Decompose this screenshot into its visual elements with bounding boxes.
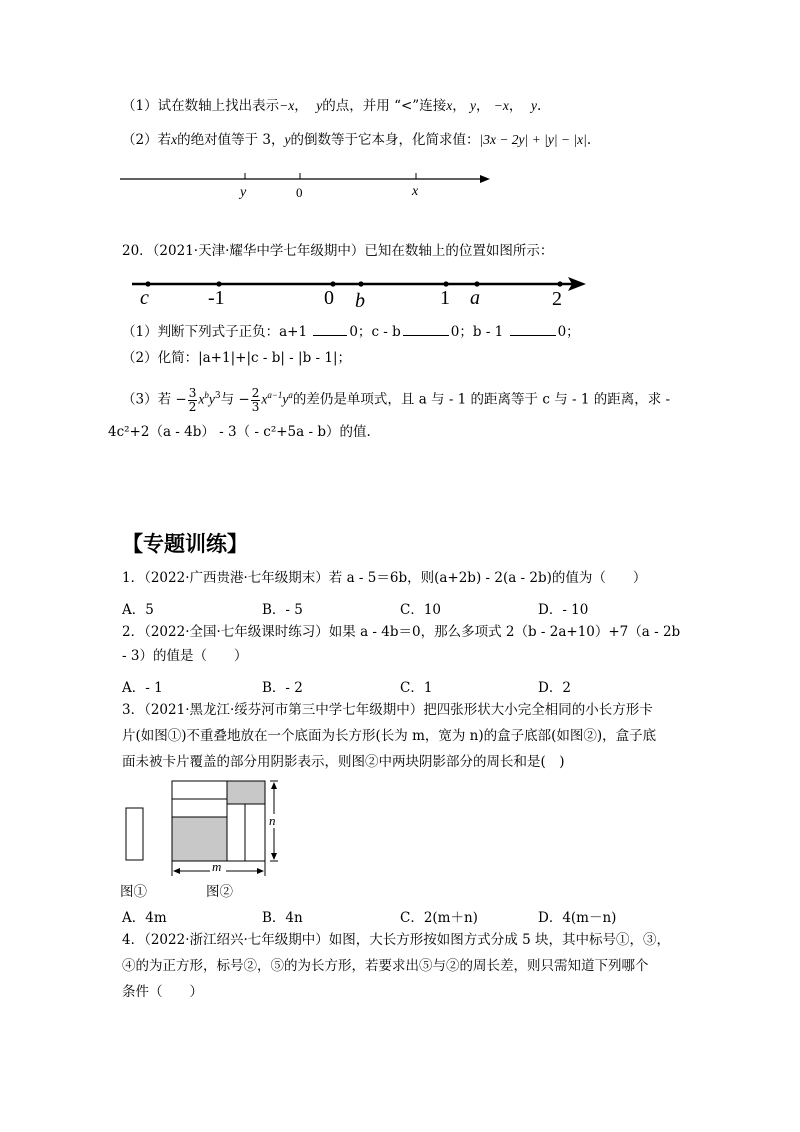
q20-term2-y: y xyxy=(282,391,289,407)
q19-negx: −x xyxy=(279,98,295,113)
p3-option-a[interactable]: A．4m xyxy=(122,910,167,926)
q20-sub1 xyxy=(122,322,580,342)
q19-axis-y: y xyxy=(240,185,247,200)
p3-fig1-card xyxy=(126,808,143,860)
q19-period2: . xyxy=(586,132,592,148)
q20-axis-c: c xyxy=(140,287,149,309)
p1-option-c[interactable]: C．10 xyxy=(400,602,442,618)
p1-stem: 1．（2022·广西贵港·七年级期末）若 a - 5＝6b，则(a+2b) - 2(a - 2b)的值为（ ） xyxy=(122,570,647,586)
q20-sub3-b: 与 − xyxy=(220,391,250,408)
q19-part1-text: （1）试在数轴上找出表示 xyxy=(122,98,280,114)
q19-axis-x: x xyxy=(412,184,419,199)
p2-option-b[interactable]: B．- 2 xyxy=(262,680,303,696)
p3-option-c[interactable]: C．2(m＋n) xyxy=(400,910,478,926)
q19-negx2: −x xyxy=(493,98,509,113)
p4-stem-line3: 条件（ ） xyxy=(122,984,203,1000)
q20-axis-one: 1 xyxy=(440,287,450,309)
q20-fraction-2-den: 3 xyxy=(251,399,260,414)
q20-term1-x: x xyxy=(198,391,205,407)
q20-sub3: （3）若 − $\frac{3}{2}$ $x^by^3$与 − $\frac{2}{3}$ $x^{a-1}y^a$的差仍是单项式，且 a 与 - 1 的距离等于 c 与 - 1 的距离，求 - xyxy=(122,385,671,414)
p3-stem-line2: 片(如图①)不重叠地放在一个底面为长方形(长为 m，宽为 n)的盒子底部(如图②)，盒子底 xyxy=(122,728,657,744)
q20-axis-a: a xyxy=(470,287,480,309)
p3-stem-line1: 3．（2021·黑龙江·绥芬河市第三中学七年级期中）把四张形状大小完全相同的小长方形卡 xyxy=(122,702,653,718)
p3-fig2-caption: 图② xyxy=(206,884,233,900)
q20-sub1-text: （1）判断下列式子正负： xyxy=(122,324,280,340)
q19-part1: （1）试在数轴上找出表示−x， y的点，并用 “<”连接x， y， −x， y. xyxy=(122,98,542,114)
q19-y3: y xyxy=(531,98,537,113)
q20-axis-zero: 0 xyxy=(324,287,334,309)
q19-part2 xyxy=(122,130,591,150)
q19-y4: y xyxy=(284,132,291,147)
q20-answer-blank-2[interactable] xyxy=(403,322,449,336)
q20-fraction-2 xyxy=(251,387,261,414)
p3-shade-top-right xyxy=(227,781,265,804)
q20-sub1-expr2: c - b xyxy=(371,324,401,340)
p1-option-b[interactable]: B．- 5 xyxy=(262,602,303,618)
q20-sub3-c: 的差仍是单项式，且 a 与 - 1 的距离等于 c 与 - 1 的距离，求 - xyxy=(292,391,671,408)
p3-shade-bottom-left xyxy=(172,817,227,861)
p2-option-c[interactable]: C．1 xyxy=(400,680,433,696)
p1-option-d[interactable]: D．- 10 xyxy=(538,602,589,618)
q20-sub2: （2）化简：|a+1|+|c - b| - |b - 1|； xyxy=(122,350,352,366)
p3-label-n: n xyxy=(269,813,276,828)
p2-stem-line1: 2．（2022·全国·七年级课时练习）如果 a - 4b＝0，那么多项式 2（b - 2a+10）+7（a - 2b xyxy=(122,624,681,640)
q20-sub3-cont: 4c²+2（a - 4b） - 3（ - c²+5a - b）的值. xyxy=(108,424,371,440)
p1-option-a[interactable]: A．5 xyxy=(122,602,154,618)
q19-period: . xyxy=(537,98,542,114)
q20-fraction-2-num: 2 xyxy=(251,385,260,400)
p2-option-a[interactable]: A．- 1 xyxy=(122,680,163,696)
q20-axis-minus1: -1 xyxy=(208,287,225,309)
q20-axis-b: b xyxy=(355,290,365,312)
q20-number-line xyxy=(128,272,590,312)
q19-axis-zero: 0 xyxy=(296,185,303,200)
q19-part2-b: 的绝对值等于 3， xyxy=(177,132,285,148)
p3-fig1-caption: 图① xyxy=(120,884,147,900)
q19-expression: |3x − 2y| + |y| − |x| xyxy=(479,132,587,147)
q19-x: x xyxy=(446,98,453,113)
q20-sub3-a: （3）若 − xyxy=(122,391,187,408)
q20-sub1-expr1: a+1 xyxy=(279,324,308,340)
q19-comma: ， xyxy=(294,98,308,114)
q20-fraction-1-den: 2 xyxy=(188,399,197,414)
q20-axis-two: 2 xyxy=(552,288,562,310)
section-heading: 【专题训练】 xyxy=(122,531,248,556)
p3-option-d[interactable]: D．4(m－n) xyxy=(538,910,617,926)
p3-stem-line3: 面未被卡片覆盖的部分用阴影表示，则图②中两块阴影部分的周长和是( ) xyxy=(122,754,565,770)
q20-heading: 20．（2021·天津·耀华中学七年级期中）已知在数轴上的位置如图所示： xyxy=(122,243,554,259)
p2-option-d[interactable]: D．2 xyxy=(538,680,571,696)
q20-sub1-zero3: 0； xyxy=(557,324,580,340)
q20-answer-blank-3[interactable] xyxy=(510,322,556,336)
q20-sub1-zero2: 0； xyxy=(450,324,473,340)
q19-part1-text-b: 的点，并用 “<”连接 xyxy=(322,98,447,114)
p3-label-m: m xyxy=(212,859,222,874)
q20-fraction-1 xyxy=(188,387,198,414)
q20-answer-blank-1[interactable] xyxy=(313,322,347,336)
q19-y2: y xyxy=(470,98,476,113)
p3-option-b[interactable]: B．4n xyxy=(262,910,303,926)
p2-stem-line2: - 3）的值是（ ） xyxy=(122,648,248,664)
q20-sub1-zero1: 0； xyxy=(349,324,372,340)
q20-term2-x: x xyxy=(261,391,268,407)
q19-number-line xyxy=(118,168,498,202)
p4-stem-line2: ④的为正方形，标号②，⑤的为长方形，若要求出⑤与②的周长差，则只需知道下列哪个 xyxy=(122,958,649,974)
q19-x4: x xyxy=(171,132,178,147)
q19-part2-c: 的倒数等于它本身，化简求值： xyxy=(290,132,480,148)
q19-part2-a: （2）若 xyxy=(122,132,172,148)
q20-fraction-1-num: 3 xyxy=(188,385,197,400)
q20-sub1-expr3: b - 1 xyxy=(472,324,504,340)
q20-term1-y: y xyxy=(208,391,215,407)
q19-y: y xyxy=(316,98,323,113)
p4-stem-line1: 4．（2022·浙江绍兴·七年级期中）如图，大长方形按如图方式分成 5 块，其中标号①，③， xyxy=(122,932,670,948)
